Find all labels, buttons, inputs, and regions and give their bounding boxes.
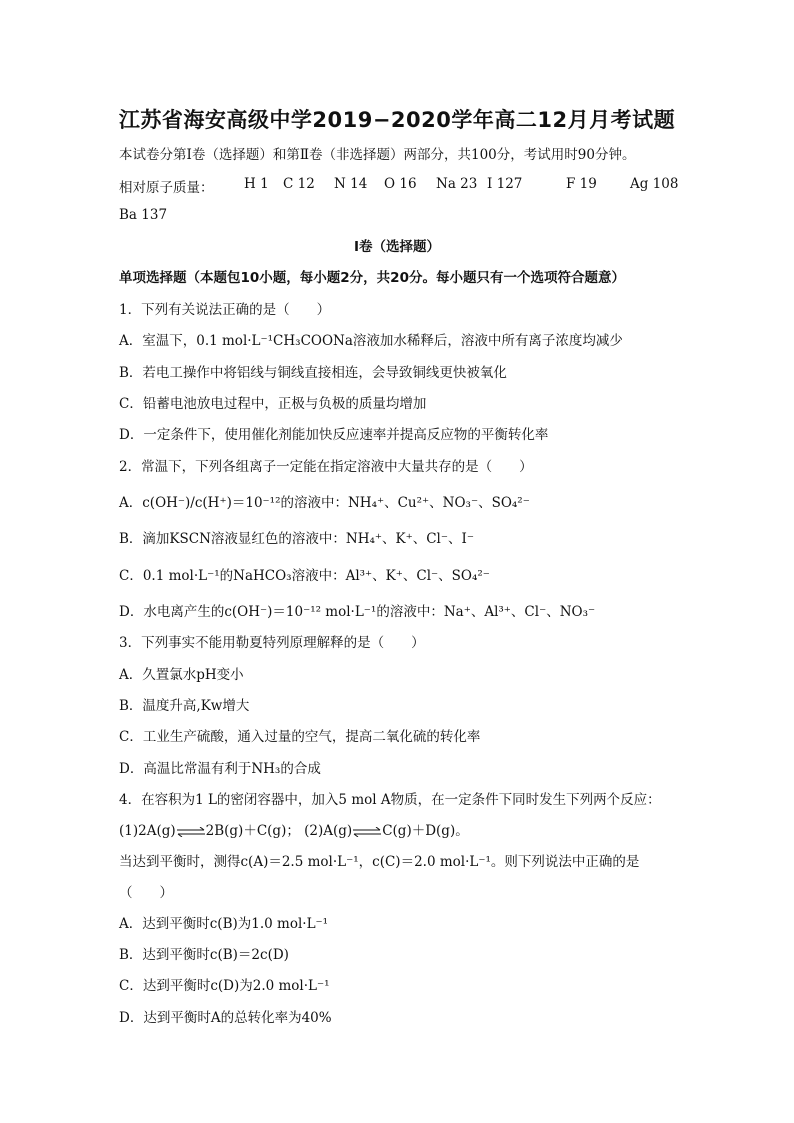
- option-c: C．铅蓄电池放电过程中，正极与负极的质量均增加: [119, 396, 427, 412]
- atomic-mass-item: Ba 137: [119, 207, 168, 223]
- atomic-mass-item: Ag 108: [630, 176, 679, 192]
- question-stem: 2．常温下，下列各组离子一定能在指定溶液中大量共存的是（ ）: [119, 459, 533, 475]
- atomic-mass-item: I 127: [487, 176, 523, 192]
- option-b: B．滴加KSCN溶液显红色的溶液中：NH₄⁺、K⁺、Cl⁻、I⁻: [119, 531, 474, 547]
- option-c: C．0.1 mol·L⁻¹的NaHCO₃溶液中：Al³⁺、K⁺、Cl⁻、SO₄²⁻: [119, 568, 490, 584]
- option-b: B．达到平衡时c(B)＝2c(D): [119, 947, 289, 963]
- atomic-mass-label: 相对原子质量：: [119, 180, 214, 196]
- section-title: Ⅰ卷（选择题）: [353, 239, 441, 255]
- reaction-equations: [119, 822, 469, 840]
- question-condition: 当达到平衡时，测得c(A)＝2.5 mol·L⁻¹，c(C)＝2.0 mol·L⁻¹。则下列说法中正确的是: [119, 854, 640, 870]
- reaction-2-left: (2)A(g): [304, 823, 353, 839]
- atomic-mass-item: Na 23: [436, 176, 478, 192]
- option-a: A．久置氯水pH变小: [119, 667, 244, 683]
- option-a: A．室温下，0.1 mol·L⁻¹CH₃COONa溶液加水稀释后，溶液中所有离子浓度均减少: [119, 333, 623, 349]
- option-a: A．达到平衡时c(B)为1.0 mol·L⁻¹: [119, 916, 329, 932]
- atomic-mass-item: F 19: [566, 176, 597, 192]
- exam-intro: 本试卷分第Ⅰ卷（选择题）和第Ⅱ卷（非选择题）两部分，共100分，考试用时90分钟。: [119, 147, 636, 163]
- question-stem: 3．下列事实不能用勒夏特列原理解释的是（ ）: [119, 635, 425, 651]
- reaction-1-right: 2B(g)＋C(g)；: [205, 823, 300, 839]
- equilibrium-arrow-icon: [176, 827, 206, 837]
- answer-parenthesis: （ ）: [119, 885, 173, 901]
- option-a: A．c(OH⁻)/c(H⁺)＝10⁻¹²的溶液中：NH₄⁺、Cu²⁺、NO₃⁻、SO₄²⁻: [119, 495, 530, 511]
- option-b: B．若电工操作中将铝线与铜线直接相连，会导致铜线更快被氧化: [119, 365, 507, 381]
- question-stem: 4．在容积为1 L的密闭容器中，加入5 mol A物质，在一定条件下同时发生下列两个反应：: [119, 792, 661, 808]
- section-description: 单项选择题（本题包10小题，每小题2分，共20分。每小题只有一个选项符合题意）: [119, 270, 625, 286]
- reaction-1-left: (1)2A(g): [119, 823, 176, 839]
- atomic-mass-item: C 12: [283, 176, 315, 192]
- page-title: 江苏省海安高级中学2019−2020学年高二12月月考试题: [118, 108, 676, 132]
- question-stem: 1．下列有关说法正确的是（ ）: [119, 302, 331, 318]
- option-d: D．高温比常温有利于NH₃的合成: [119, 761, 321, 777]
- atomic-mass-item: O 16: [384, 176, 417, 192]
- option-c: C．达到平衡时c(D)为2.0 mol·L⁻¹: [119, 978, 330, 994]
- option-d: D．水电离产生的c(OH⁻)＝10⁻¹² mol·L⁻¹的溶液中：Na⁺、Al³⁺、Cl⁻、NO₃⁻: [119, 604, 596, 620]
- atomic-mass-item: H 1: [244, 176, 269, 192]
- atomic-mass-item: N 14: [334, 176, 368, 192]
- option-c: C．工业生产硫酸，通入过量的空气，提高二氧化硫的转化率: [119, 729, 481, 745]
- option-b: B．温度升高,Kw增大: [119, 698, 250, 714]
- equilibrium-arrow-icon: [352, 827, 382, 837]
- option-d: D．一定条件下，使用催化剂能加快反应速率并提高反应物的平衡转化率: [119, 427, 549, 443]
- option-d: D．达到平衡时A的总转化率为40%: [119, 1010, 332, 1026]
- reaction-2-right: C(g)＋D(g)。: [382, 823, 469, 839]
